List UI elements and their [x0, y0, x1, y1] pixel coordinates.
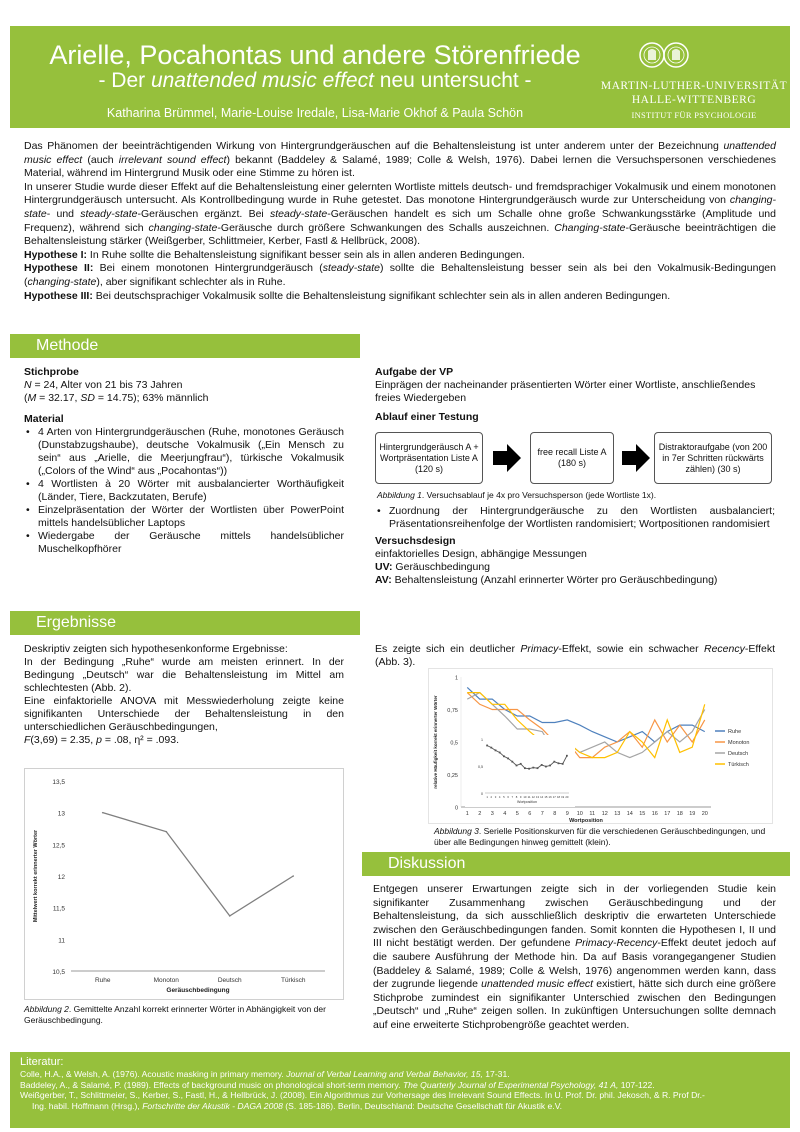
inset-x-tick-label: 16 [548, 795, 552, 799]
references-title: Literatur: [20, 1056, 64, 1068]
y-axis-title: relative Häufigkeit korrekt erinnerter Wörter [433, 695, 438, 789]
chart-condition-means-svg [25, 769, 343, 999]
legend-label: Deutsch [728, 751, 749, 757]
reference-3: Weißgerber, T., Schlittmeier, S., Kerber, S., Fastl, H., & Hellbrück, J. (2008). Ein Algorithmus zur Vorhersage des Irrelevant Sound Effects. In U. Prof. Dr. phil. Jekosch, & R. Prof Dr.- [20, 1090, 705, 1100]
inset-x-tick-label: 17 [552, 795, 556, 799]
x-tick-label: Türkisch [280, 977, 306, 984]
section-heading-ergebnisse: Ergebnisse [10, 611, 360, 635]
x-tick-label: 16 [651, 811, 658, 817]
inset-y-tick-label: 0 [481, 792, 483, 796]
y-tick-label: 0 [454, 805, 458, 812]
inset-x-tick-label: 19 [561, 795, 565, 799]
inset-x-tick-label: 11 [527, 795, 531, 799]
y-tick-label: 0,5 [450, 740, 458, 747]
x-axis-title: Geräuschbedingung [166, 987, 230, 994]
design-item: • Zuordnung der Hintergrundgeräusche zu den Wortlisten ausbalanciert; Präsentationsreihenfolge der Wortlisten randomisiert; Wortpositionen randomisiert [375, 505, 775, 531]
x-tick-label: 13 [614, 811, 621, 817]
y-tick-label: 10,5 [52, 969, 65, 976]
inset-x-tick-label: 15 [544, 795, 548, 799]
methode-right-column [375, 366, 775, 424]
flow-step-presentation: Hintergrundgeräusch A + Wortpräsentation Liste A (120 s) [375, 432, 483, 484]
x-tick-label: 1 [465, 811, 469, 817]
material-item: • Einzelpräsentation der Wörter der Wortlisten über PowerPoint mittels handelsüblicher Laptops [24, 504, 344, 530]
reference-3-continued: Ing. habil. Hoffmann (Hrsg.), Fortschritte der Akustik - DAGA 2008 (S. 185-186). Berlin, Deutschland: Deutsche Gesellschaft für Akustik e.V. [32, 1100, 563, 1111]
flow-arrow-2 [622, 451, 636, 465]
results-line-a: Deskriptiv zeigten sich hypothesenkonforme Ergebnisse: [24, 643, 288, 655]
y-tick-label: 12 [57, 874, 65, 881]
data-point [102, 812, 104, 814]
university-name-line2: HALLE-WITTENBERG [631, 94, 757, 106]
chart-serial-position [428, 668, 773, 824]
inset-x-tick-label: 13 [535, 795, 540, 799]
series-line-mean-words [103, 813, 294, 916]
inset-x-tick-label: 20 [565, 795, 569, 799]
chart-serial-position-svg [429, 669, 772, 823]
inset-x-tick-label: 5 [503, 795, 505, 799]
results-line-c: Eine einfaktorielle ANOVA mit Messwiederholung zeigte keine signifikanten Unterschiede der Behaltensleistung in den unterschiedlichen Geräuschbedingungen, [24, 695, 344, 733]
flow-arrow-1-head [507, 444, 521, 472]
material-title: Material [24, 413, 64, 425]
material-item: • 4 Wortlisten à 20 Wörter mit ausbalancierter Worthäufigkeit (Länder, Tiere, Backzutaten, Berufe) [24, 478, 344, 504]
flow-arrow-1 [493, 451, 507, 465]
inset-data-point [545, 766, 547, 768]
university-name-line1: MARTIN-LUTHER-UNIVERSITÄT [600, 80, 788, 92]
inset-data-point [562, 763, 564, 765]
x-tick-label: 3 [490, 811, 494, 817]
inset-data-point [511, 761, 513, 763]
introduction [24, 140, 776, 303]
inset-data-point [516, 765, 518, 767]
institute-name: INSTITUT FÜR PSYCHOLOGIE [631, 110, 757, 120]
diskussion-text: Entgegen unserer Erwartungen zeigte sich in der vorliegenden Studie kein signifikanter Zusammenhang zwischen Geräuschbedingung und der Behaltensleistung, da sich ausschließlich deskriptiv die erwarteten Unterschiede zwischen den Geräuschbedingungen fanden. Somit konnten die Hypothesen I, II und III nicht bestätigt werden. Der gefundene Primacy-Recency-Effekt deutet jedoch auf die saubere Ausführung der Methode hin. Da auf Basis vorangegangener Studien (Baddeley & Salamé, 1989; Colle & Welsh, 1976) angenommen werden kann, dass der zugrunde liegende unattended music effect existiert, hätte sich durch eine größere Stichprobe zumindest ein signifikanter Unterschied zwischen den Bedingungen „Deutsch“ und „Ruhe“ zeigen sollen. In zukünftigen Untersuchungen sollte demnach auf eine erweiterte Stichprobengröße geachtet werden. [373, 883, 776, 1031]
inset-y-tick-label: 1 [481, 738, 483, 742]
hypothesis-3: Hypothese III: Bei deutschsprachiger Vokalmusik sollte die Behaltensleistung signifikant schlechter sein als in allen anderen Bedingungen. [24, 289, 671, 302]
intro-paragraph-2: In unserer Studie wurde dieser Effekt auf die Behaltensleistung einer gelernten Wortliste mittels deutsch- und fremdsprachiger Vokalmusik und einem monotonen Hintergrundgeräusch untersucht. Als Kontrollbedingung wurde in Ruhe getestet. Das monotone Hintergrundgeräusch wurde zur Unterscheidung von changing-state- und steady-state-Geräuschen ergänzt. Bei steady-state-Geräuschen handelt es sich um Schalle ohne große Schwankungsstärke (Amplitude und Frequenz), während sich changing-state-Geräusche durch größere Schwankungen des Schalls auszeichnen. Changing-state-Geräusche beeinträchtigen die Behaltensleistung stärker (Weißgerber, Schlittmeier, Kerber, Fastl & Hellbrück, 2008). [24, 180, 776, 248]
inset-data-point [499, 752, 501, 754]
y-axis-title: Mittelwert korrekt erinnerter Wörter [33, 829, 39, 923]
results-line-b: In der Bedingung „Ruhe“ wurde am meisten erinnert. In der Bedingung „Deutsch“ war die Behaltensleistung im Mittel am schlechtesten (Abb. 2). [24, 656, 344, 694]
methode-left-column [24, 366, 344, 556]
flow-step-recall: free recall Liste A (180 s) [530, 432, 614, 484]
inset-x-tick-label: 3 [494, 795, 497, 799]
author-list: Katharina Brümmel, Marie-Louise Iredale, Lisa-Marie Okhof & Paula Schön [106, 106, 524, 120]
section-heading-diskussion: Diskussion [362, 852, 790, 876]
section-heading-methode: Methode [10, 334, 360, 358]
x-axis-title: Wortposition [569, 818, 603, 823]
figure-3-caption: Abbildung 3. Serielle Positionskurven für die verschiedenen Geräuschbedingungen, und über alle Bedingungen hinweg gemittelt (klein). [434, 826, 766, 847]
inset-x-tick-label: 1 [486, 795, 488, 799]
inset-data-point [490, 747, 492, 749]
design-text: einfaktorielles Design, abhängige Messungen [375, 548, 587, 560]
x-tick-label: 2 [478, 811, 482, 817]
x-tick-label: 6 [528, 811, 532, 817]
inset-data-point [549, 765, 551, 767]
inset-x-tick-label: 7 [511, 795, 514, 799]
inset-x-axis-title: Wortposition [517, 800, 537, 804]
y-tick-label: 0,75 [447, 708, 458, 714]
figure-1-caption: Abbildung 1. Versuchsablauf je 4x pro Versuchsperson (jede Wortliste 1x). [377, 490, 657, 500]
hypothesis-1: Hypothese I: In Ruhe sollte die Behaltensleistung signifikant besser sein als in allen anderen Bedingungen. [24, 248, 525, 261]
av-text: AV: Behaltensleistung (Anzahl erinnerter Wörter pro Geräuschbedingung) [375, 574, 718, 586]
reference-2: Baddeley, A., & Salamé, P. (1989). Effects of background music on phonological short-term memory. The Quarterly Journal of Experimental Psychology, 41 A, 107-122. [20, 1079, 655, 1090]
inset-x-tick-label: 6 [507, 795, 509, 799]
x-tick-label: 15 [639, 811, 646, 817]
x-tick-label: 14 [626, 811, 633, 817]
inset-data-point [507, 758, 509, 760]
inset-data-point [486, 745, 488, 747]
stichprobe-title: Stichprobe [24, 366, 79, 378]
aufgabe-text: Einprägen der nacheinander präsentierten Wörter einer Wortliste, anschließendes freies Wiedergeben [375, 379, 756, 404]
flow-arrow-2-head [636, 444, 650, 472]
university-seal-logo [638, 31, 690, 79]
x-tick-label: 5 [515, 811, 519, 817]
figure-2-caption: Abbildung 2. Gemittelte Anzahl korrekt erinnerter Wörter in Abhängigkeit von der Geräuschbedingung. [24, 1004, 326, 1025]
inset-data-point [553, 761, 555, 763]
design-list [375, 505, 775, 531]
inset-data-point [558, 762, 560, 764]
y-tick-label: 13,5 [52, 779, 65, 786]
inset-x-tick-label: 18 [556, 795, 561, 799]
inset-x-tick-label: 2 [490, 795, 493, 799]
x-tick-label: 4 [503, 811, 507, 817]
stichprobe-line-1: N = 24, Alter von 21 bis 73 Jahren [24, 379, 183, 391]
flow-step-distractor: Distraktoraufgabe (von 200 in 7er Schritten rückwärts zählen) (30 s) [654, 432, 772, 484]
inset-x-tick-label: 14 [540, 795, 544, 799]
material-list [24, 426, 344, 556]
inset-data-point [503, 755, 505, 757]
inset-data-point [537, 767, 539, 769]
inset-x-tick-label: 9 [519, 795, 522, 799]
legend-label: Ruhe [728, 729, 742, 735]
aufgabe-title: Aufgabe der VP [375, 366, 454, 378]
stichprobe-line-2: (M = 32.17, SD = 14.75); 63% männlich [24, 392, 209, 404]
inset-x-tick-label: 8 [515, 795, 518, 799]
y-tick-label: 11 [58, 937, 65, 945]
reference-1: Colle, H.A., & Welsh, A. (1976). Acoustic masking in primary memory. Journal of Verbal Learning and Verbal Behavior, 15, 17-31. [20, 1069, 510, 1079]
x-tick-label: 17 [664, 811, 671, 817]
inset-data-point [524, 767, 526, 769]
x-tick-label: 9 [565, 811, 569, 817]
ergebnisse-right-text: Es zeigte sich ein deutlicher Primacy-Effekt, sowie ein schwacher Recency-Effekt (Abb. 3). [375, 643, 775, 668]
inset-data-point [532, 767, 534, 769]
y-tick-label: 13 [57, 810, 65, 818]
inset-data-point [541, 764, 543, 766]
chart-condition-means [24, 768, 344, 1000]
y-tick-label: 0,25 [447, 773, 458, 779]
x-tick-label: 11 [589, 811, 596, 817]
x-tick-label: Deutsch [217, 977, 242, 984]
results-statistics: F(3,69) = 2.35, p = .08, η² = .093. [24, 734, 179, 746]
uv-text: UV: Geräuschbedingung [375, 561, 491, 573]
inset-data-point [528, 768, 530, 770]
poster-header [10, 26, 790, 128]
x-tick-label: 20 [701, 811, 708, 817]
x-tick-label: Monoton [153, 977, 179, 984]
x-tick-label: 7 [540, 811, 544, 817]
x-tick-label: 10 [576, 811, 583, 817]
y-tick-label: 12,5 [52, 842, 65, 850]
inset-y-tick-label: 0,5 [478, 765, 483, 769]
y-tick-label: 11,5 [52, 905, 65, 913]
poster-title: Arielle, Pocahontas und andere Störenfriede [49, 40, 581, 70]
x-tick-label: 18 [676, 811, 683, 817]
poster-subtitle: - Der unattended music effect neu untersucht - [98, 69, 532, 92]
legend-label: Monoton [728, 740, 750, 746]
legend-label: Türkisch [728, 762, 749, 768]
data-point [292, 875, 294, 877]
material-item: • Wiedergabe der Geräusche mittels handelsüblicher Muschelkopfhörer [24, 530, 344, 556]
hypothesis-2: Hypothese II: Bei einem monotonen Hintergrundgeräusch (steady-state) sollte die Behaltensleistung besser sein als bei den Vokalmusik-Bedingungen (changing-state), aber signifikant schlechter als in Ruhe. [24, 262, 776, 288]
inset-x-tick-label: 4 [498, 795, 501, 799]
intro-paragraph-1: Das Phänomen der beeinträchtigenden Wirkung von Hintergrundgeräuschen auf die Behaltensleistung ist unter anderem unter der Bezeichnung unattended music effect (auch irrelevant sound effect) bekannt (Baddeley & Salamé, 1989; Colle & Welsh, 1976). Dabei lernen die Versuchspersonen verschiedenes Material, während im Hintergrund Musik oder eine Stimme zu hören ist. [24, 140, 776, 180]
methode-design-block [375, 505, 775, 587]
x-tick-label: 19 [689, 811, 696, 817]
x-tick-label: Ruhe [94, 977, 111, 984]
material-item: • 4 Arten von Hintergrundgeräuschen (Ruhe, monotones Geräusch (Dunstabzugshaube), deutsche Vokalmusik („Ein Mensch zu sein“ aus „Arielle, die Meerjungfrau“), türkische Vokalmusik („Colors of the Wind“ aus „Pocahontas“)) [24, 426, 344, 478]
inset-data-point [520, 763, 522, 765]
y-tick-label: 1 [454, 675, 458, 682]
data-point [165, 831, 167, 833]
inset-x-tick-label: 12 [531, 795, 535, 799]
inset-data-point [495, 749, 497, 751]
inset-data-point [566, 755, 568, 757]
references-box [10, 1052, 790, 1128]
inset-x-tick-label: 10 [523, 795, 527, 799]
data-point [229, 915, 231, 917]
x-tick-label: 8 [553, 811, 557, 817]
ergebnisse-left-text [24, 643, 344, 747]
ablauf-title: Ablauf einer Testung [375, 411, 479, 423]
x-tick-label: 12 [601, 811, 608, 817]
design-title: Versuchsdesign [375, 535, 456, 547]
